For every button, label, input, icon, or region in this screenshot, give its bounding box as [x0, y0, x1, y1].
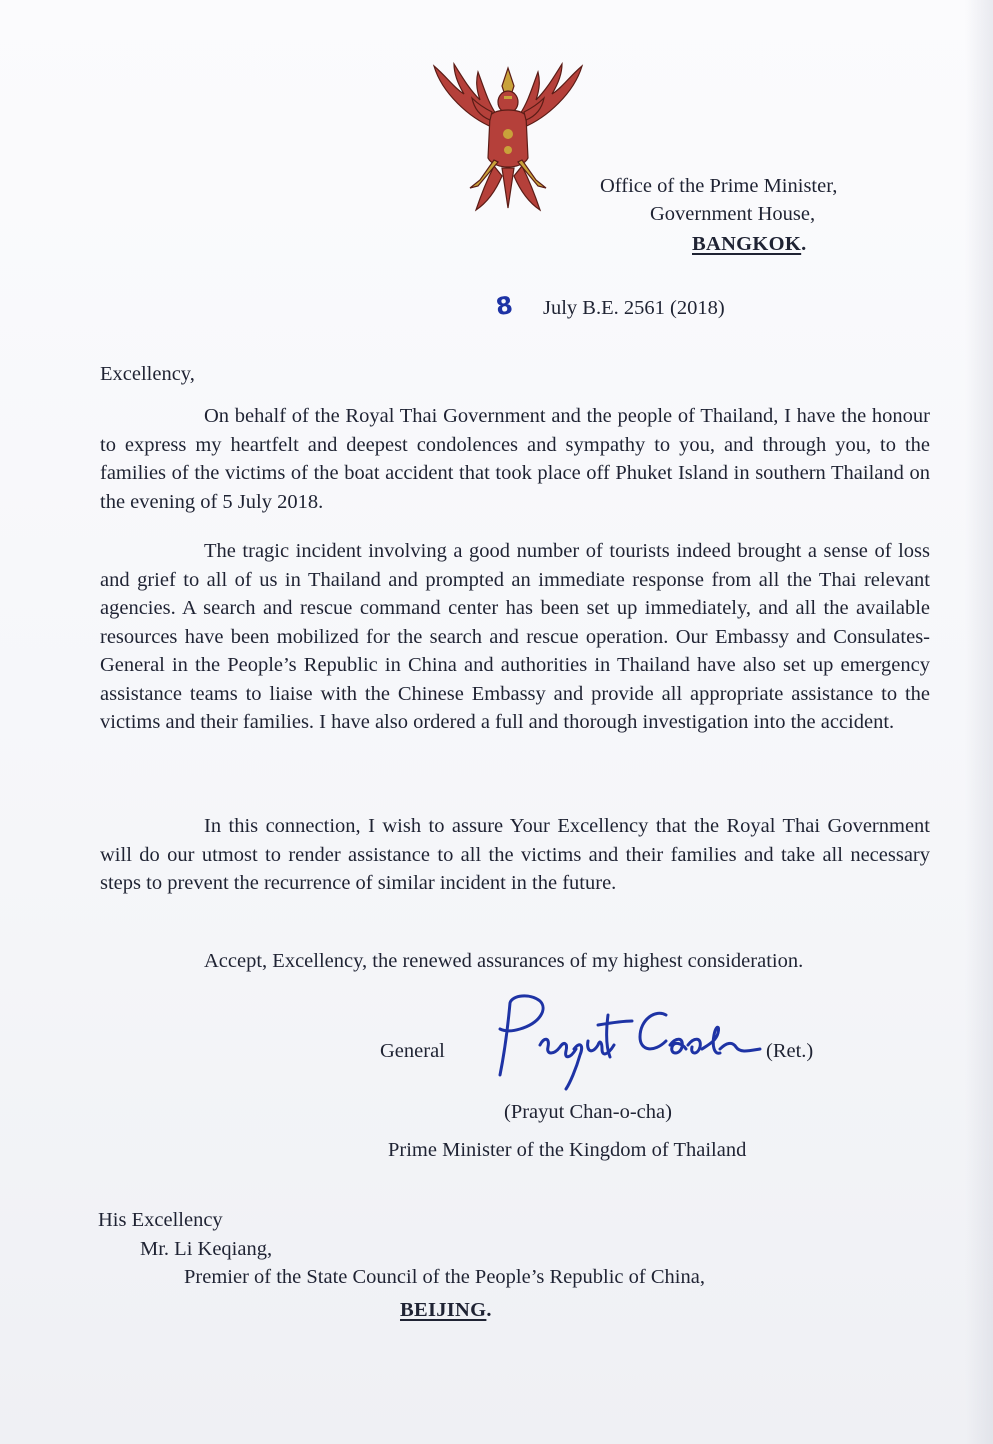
handwritten-signature — [470, 985, 770, 1095]
recipient-city-punct: . — [486, 1299, 492, 1321]
closing-line: Accept, Excellency, the renewed assurances of my highest consideration. — [204, 950, 804, 972]
body-paragraph: On behalf of the Royal Thai Government and the people of Thailand, I have the honour to express my heartfelt and deepest condolences and sympathy to you, and through you, to the families of the victims of the boat accident that took place off Phuket Island in southern Thailand on the evening of 5 July 2018. — [100, 405, 930, 513]
recipient-city: BEIJING — [400, 1299, 487, 1321]
body-paragraph: The tragic incident involving a good number of tourists indeed brought a sense of loss and grief to all of us in Thailand and prompted an immediate response from all the Thai relevant agencies. A search and rescue command center has been set up immediately, and all the available resources have been mobilized for the search and rescue operation. Our Embassy and Consulates-General in the People’s Republic in China and authorities in Thailand have also set up emergency assistance teams to liaise with the Chinese Embassy and provide all appropriate assistance to the victims and their families. I have also ordered a full and thorough investigation into the accident. — [100, 540, 930, 733]
signature-rank-suffix: (Ret.) — [766, 1040, 814, 1062]
salutation: Excellency, — [100, 363, 195, 385]
sender-city-punct: . — [801, 233, 807, 255]
letter-date: July B.E. 2561 (2018) — [543, 297, 725, 319]
recipient-name: Mr. Li Keqiang, — [140, 1238, 273, 1260]
garuda-emblem-icon — [424, 58, 592, 218]
sender-building: Government House, — [650, 203, 816, 225]
body-paragraph: In this connection, I wish to assure Your Excellency that the Royal Thai Government will do our utmost to render assistance to all the victims and their families and take all necessary steps to prevent the recurrence of similar incident in the future. — [100, 815, 930, 894]
signatory-title: Prime Minister of the Kingdom of Thailand — [388, 1139, 747, 1161]
sender-city: BANGKOK — [692, 233, 802, 255]
signature-rank-prefix: General — [380, 1040, 445, 1062]
handwritten-date-day: 8 — [494, 290, 515, 322]
recipient-honorific: His Excellency — [98, 1209, 223, 1231]
sender-office: Office of the Prime Minister, — [600, 175, 838, 197]
sender-city-line — [692, 230, 807, 259]
recipient-city-line — [400, 1296, 492, 1325]
signatory-name: (Prayut Chan-o-cha) — [504, 1101, 672, 1123]
recipient-title: Premier of the State Council of the People’s Republic of China, — [184, 1266, 705, 1288]
